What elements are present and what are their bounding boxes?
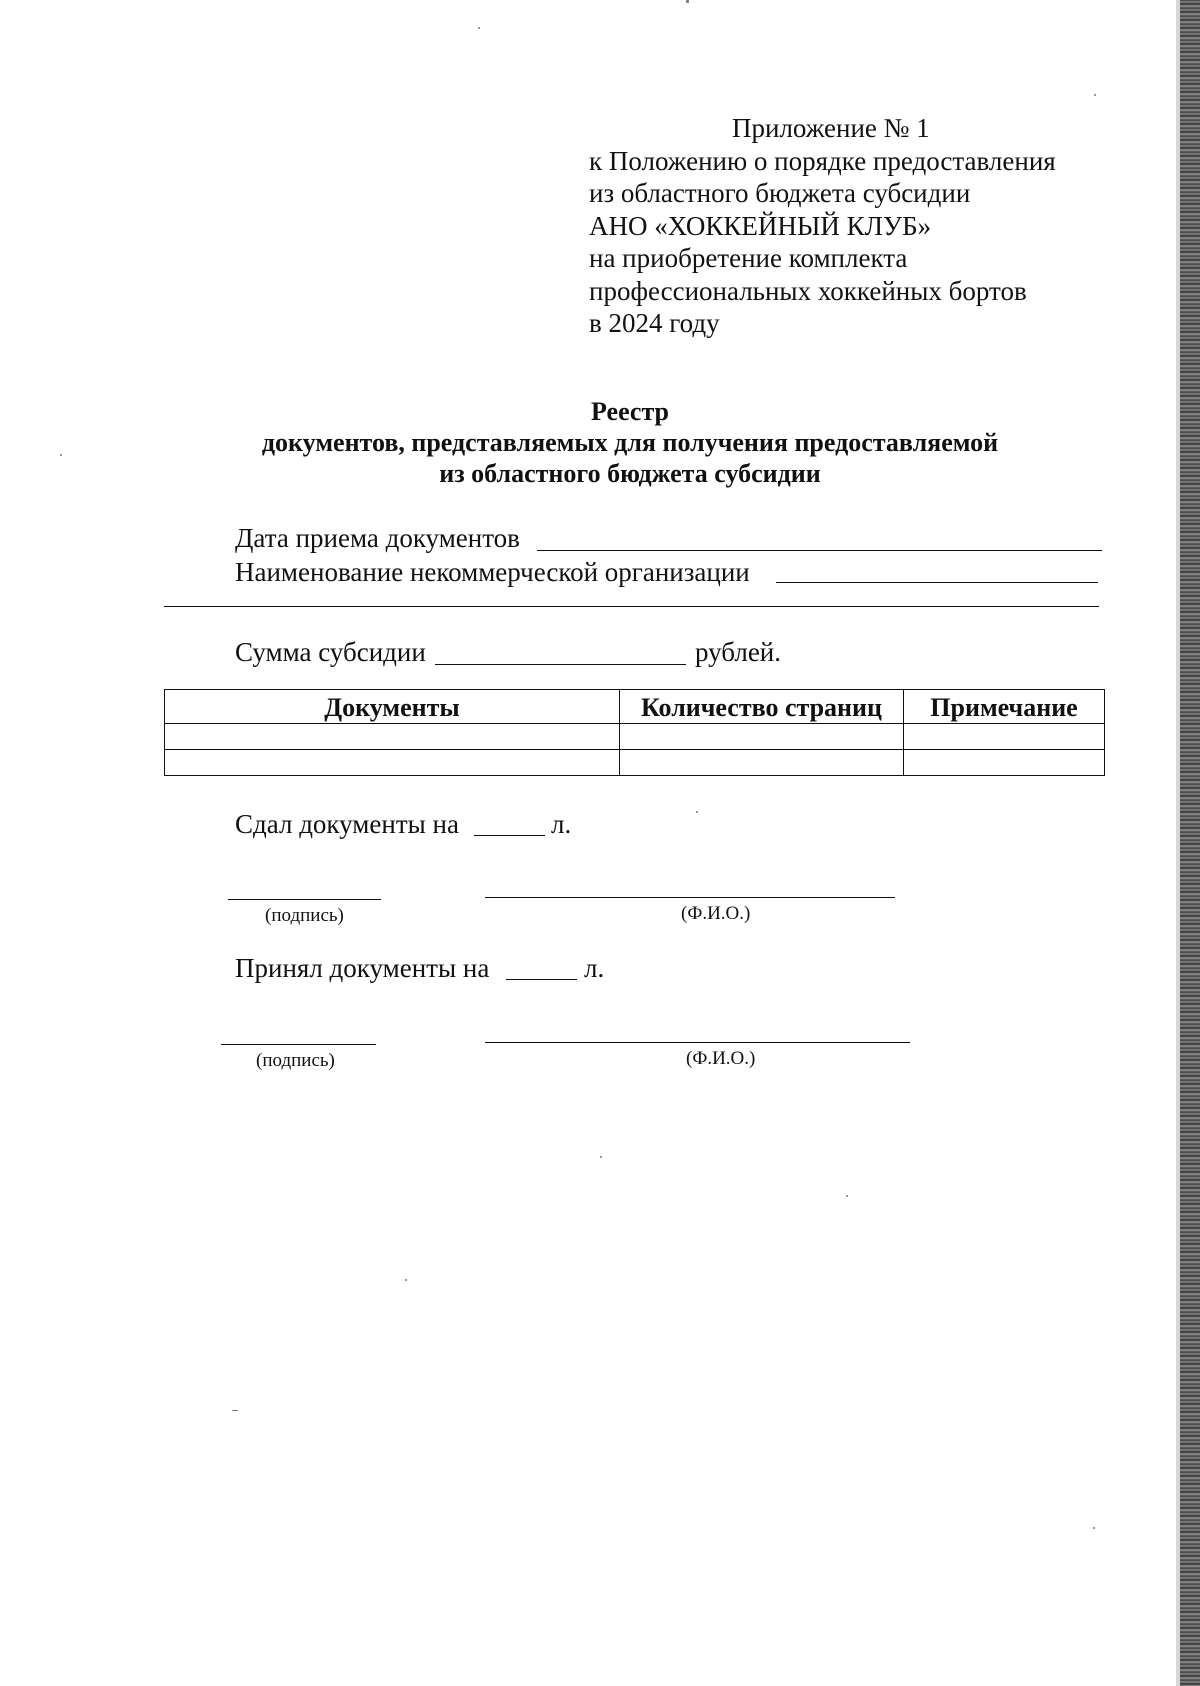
appendix-header bbox=[589, 112, 1109, 340]
table-row bbox=[165, 750, 1105, 776]
scan-speck bbox=[60, 454, 62, 456]
submitted-signature-line[interactable] bbox=[228, 899, 381, 900]
column-header-documents: Документы bbox=[165, 690, 620, 724]
date-label: Дата приема документов bbox=[235, 523, 520, 553]
submitted-signature-caption: (подпись) bbox=[265, 905, 344, 926]
table-cell-page-count[interactable] bbox=[620, 724, 904, 750]
documents-table bbox=[164, 689, 1105, 776]
scan-speck bbox=[1093, 1527, 1095, 1529]
scan-speck bbox=[1094, 94, 1096, 96]
registry-title bbox=[160, 396, 1100, 489]
registry-heading: Реестр bbox=[590, 397, 670, 426]
accepted-prefix: Принял документы на bbox=[235, 953, 490, 983]
scan-speck bbox=[686, 0, 689, 3]
scan-speck bbox=[846, 1195, 848, 1197]
registry-subtitle-line1: документов, представляемых для получения предоставляемой bbox=[261, 428, 999, 457]
appendix-line: из областного бюджета субсидии bbox=[589, 178, 971, 208]
appendix-line: в 2024 году bbox=[589, 308, 720, 338]
table-header-row bbox=[165, 690, 1105, 724]
sum-label: Сумма субсидии bbox=[235, 637, 426, 667]
submitted-prefix: Сдал документы на bbox=[235, 809, 459, 839]
sum-blank-line[interactable] bbox=[435, 664, 686, 665]
scan-speck bbox=[405, 1279, 407, 1281]
scan-speck bbox=[232, 1410, 238, 1411]
appendix-line: на приобретение комплекта bbox=[589, 243, 908, 273]
accepted-signature-line[interactable] bbox=[221, 1044, 376, 1045]
date-blank-line[interactable] bbox=[537, 550, 1102, 551]
org-blank-line[interactable] bbox=[776, 582, 1098, 583]
table-cell-note[interactable] bbox=[904, 750, 1105, 776]
registry-subtitle-line2: из областного бюджета субсидии bbox=[439, 459, 821, 488]
scan-speck bbox=[696, 811, 698, 813]
table-cell-note[interactable] bbox=[904, 724, 1105, 750]
org-blank-line-2[interactable] bbox=[164, 606, 1099, 607]
accepted-suffix: л. bbox=[584, 953, 605, 983]
scan-edge bbox=[1180, 0, 1200, 1686]
submitted-suffix: л. bbox=[551, 809, 572, 839]
appendix-line: профессиональных хоккейных бортов bbox=[589, 275, 1027, 306]
sum-unit: рублей. bbox=[695, 637, 782, 667]
table-cell-page-count[interactable] bbox=[620, 750, 904, 776]
submitted-pages-blank[interactable] bbox=[474, 835, 545, 836]
column-header-note: Примечание bbox=[904, 690, 1105, 724]
accepted-pages-blank[interactable] bbox=[506, 979, 577, 980]
org-label: Наименование некоммерческой организации bbox=[235, 557, 750, 587]
scan-speck bbox=[600, 1156, 602, 1158]
column-header-page-count: Количество страниц bbox=[620, 690, 904, 724]
table-cell-documents[interactable] bbox=[165, 724, 620, 750]
table-row bbox=[165, 724, 1105, 750]
appendix-title: Приложение № 1 bbox=[732, 113, 930, 143]
scan-speck bbox=[478, 27, 480, 29]
accepted-signature-caption: (подпись) bbox=[256, 1050, 335, 1071]
appendix-line: к Положению о порядке предоставления bbox=[589, 145, 1056, 176]
appendix-line: АНО «ХОККЕЙНЫЙ КЛУБ» bbox=[589, 210, 932, 241]
accepted-name-caption: (Ф.И.О.) bbox=[686, 1048, 756, 1069]
accepted-name-line[interactable] bbox=[485, 1042, 910, 1043]
submitted-name-line[interactable] bbox=[485, 897, 895, 898]
table-cell-documents[interactable] bbox=[165, 750, 620, 776]
submitted-name-caption: (Ф.И.О.) bbox=[681, 903, 751, 924]
